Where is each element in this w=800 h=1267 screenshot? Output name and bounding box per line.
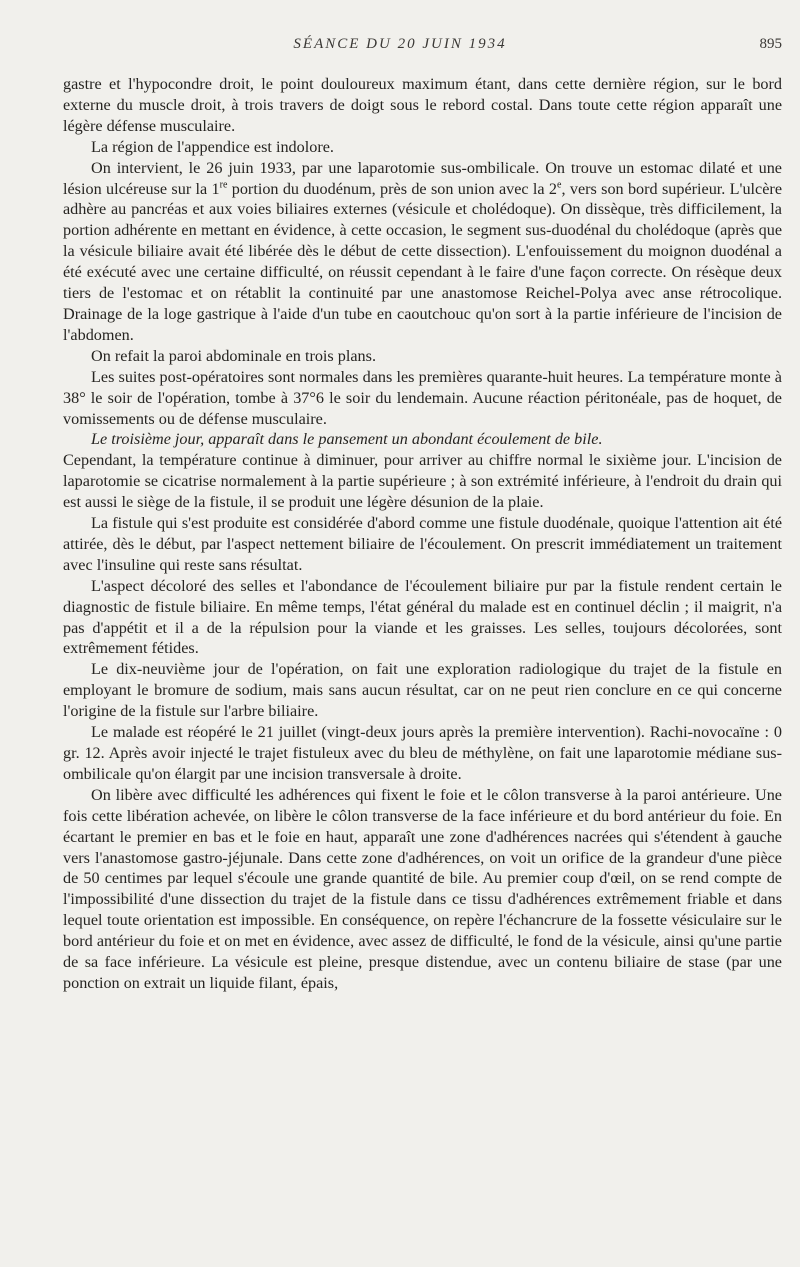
running-title: SÉANCE DU 20 JUIN 1934 — [293, 36, 507, 52]
paragraph: Le dix-neuvième jour de l'opération, on fait une exploration radiologique du trajet de la fistule en employant le bromure de sodium, mais sans aucun résultat, car on ne peut rien conclure en ce qui concerne l'origine de la fistule sur l'arbre biliaire. — [63, 660, 782, 721]
paragraph: gastre et l'hypocondre droit, le point douloureux maximum étant, dans cette dernière région, sur le bord externe du muscle droit, à trois travers de doigt sous le rebord costal. Dans toute cette région apparaît une légère défense musculaire. — [63, 75, 782, 135]
paragraph: On intervient, le 26 juin 1933, par une laparotomie sus-ombilicale. On trouve un estomac dilaté et une lésion ulcéreuse sur la 1re portion du duodénum, près de son union avec la 2e, vers son bord supérieur. L'ulcère adhère au pancréas et aux voies biliaires externes (vésicule et cholédoque). On dissèque, très difficilement, la portion adhérente en mettant en évidence, à cette occasion, le segment sus-duodénal du cholédoque (après que la vésicule biliaire avait été libérée dès le début de cette dissection). L'enfouissement du moignon duodénal a été exécuté avec une certaine difficulté, on réussit cependant à le faire d'une façon correcte. On résèque deux tiers de l'estomac et on rétablit la continuité par une anastomose Reichel-Polya avec anse rétrocolique. Drainage de la loge gastrique à l'aide d'un tube en caoutchouc qu'on sort à la partie inférieure de l'incision de l'abdomen. — [63, 158, 782, 344]
paragraph: On libère avec difficulté les adhérences qui fixent le foie et le côlon transverse à la paroi antérieure. Une fois cette libération achevée, on libère le côlon transverse de la face inférieure et du bord antérieur du foie. En écartant le premier en bas et le foie en haut, apparaît une zone d'adhérences nacrées qui s'étendent à gauche vers l'anastomose gastro-jéjunale. Dans cette zone d'adhérences, on voit un orifice de la grandeur d'une pièce de 50 centimes par lequel s'écoule une grande quantité de bile. Au premier coup d'œil, on se rend compte de l'impossibilité d'une dissection du trajet de la fistule dans ce tissu d'adhérences extrêmement friable et dans lequel toute orientation est impossible. En conséquence, on repère l'échancrure de la fossette vésiculaire sur le bord antérieur du foie et on met en évidence, avec assez de difficulté, le fond de la vésicule, ainsi qu'une partie de sa face inférieure. La vésicule est pleine, presque distendue, avec un contenu biliaire de stase (par une ponction on extrait un liquide filant, épais, — [63, 785, 782, 992]
paragraph: Cependant, la température continue à diminuer, pour arriver au chiffre normal le sixième jour. L'incision de laparotomie se cicatrise normalement à la partie supérieure ; à son extrémité inférieure, à l'endroit du drain qui est aussi le siège de la fistule, il se produit une légère désunion de la plaie. — [63, 451, 782, 512]
paragraph: La fistule qui s'est produite est considérée d'abord comme une fistule duodénale, quoique l'attention ait été attirée, dès le début, par l'aspect nettement biliaire de l'écoulement. On prescrit immédiatement un traitement avec l'insuline qui reste sans résultat. — [63, 514, 782, 574]
paragraph: L'aspect décoloré des selles et l'abondance de l'écoulement biliaire pur par la fistule rendent certain le diagnostic de fistule biliaire. En même temps, l'état général du malade est en continuel déclin ; il maigrit, n'a pas d'appétit et il a de la répulsion pour la viande et les graisses. Les selles, toujours décolorées, sont extrêmement fétides. — [63, 576, 782, 658]
page-number: 895 — [759, 36, 782, 52]
paragraph: On refait la paroi abdominale en trois plans. — [91, 346, 376, 365]
paragraph: La région de l'appendice est indolore. — [91, 137, 334, 156]
paragraph: Le malade est réopéré le 21 juillet (vingt-deux jours après la première intervention). Rachi-novocaïne : 0 gr. 12. Après avoir injecté le trajet fistuleux avec du bleu de méthylène, on fait une laparotomie médiane sus-ombilicale qu'on élargit par une incision transversale à droite. — [63, 723, 782, 783]
paragraph: Les suites post-opératoires sont normales dans les premières quarante-huit heures. La température monte à 38° le soir de l'opération, tombe à 37°6 le soir du lendemain. Aucune réaction péritonéale, pas de hoquet, de vomissements ou de défense musculaire. — [63, 367, 782, 428]
body-text — [63, 74, 782, 994]
paragraph-italic: Le troisième jour, apparaît dans le pansement un abondant écoulement de bile. — [91, 430, 603, 449]
